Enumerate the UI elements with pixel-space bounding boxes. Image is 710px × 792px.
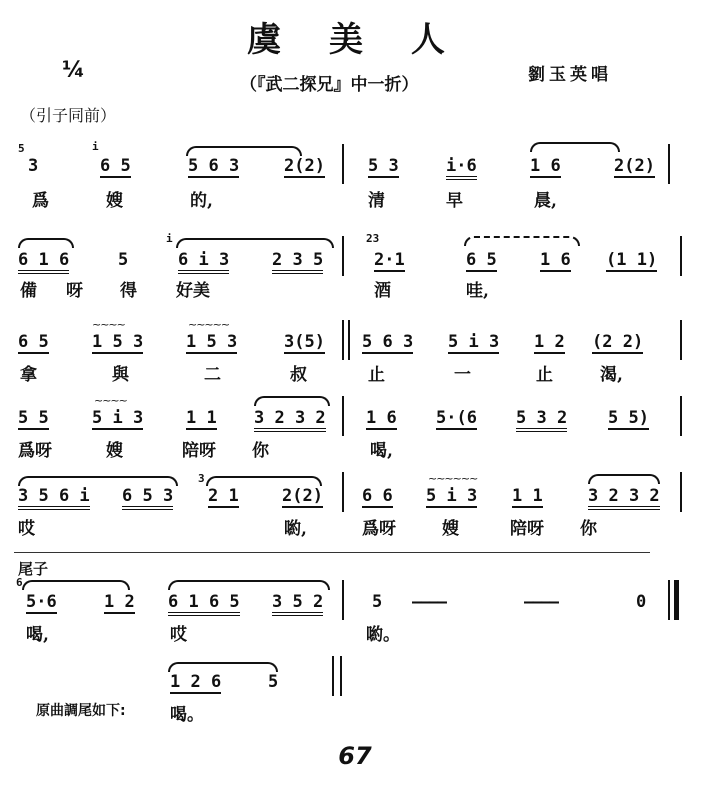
note: 6 6 (362, 486, 393, 506)
dash: ———— (524, 592, 557, 612)
ending-label: 原曲調尾如下: (36, 703, 126, 719)
slur (18, 238, 74, 248)
lyric: 清 (368, 191, 385, 211)
note: (2 2) (592, 332, 644, 352)
lyric: 好美 (176, 281, 210, 301)
note: 2·1 (374, 250, 405, 270)
note: 3 (28, 156, 39, 176)
slur (206, 476, 322, 486)
note: 2(2) (614, 156, 655, 176)
note: 5 3 (368, 156, 399, 176)
note: 6 1 6 (18, 250, 69, 274)
grace-note: i (92, 140, 99, 153)
lyric: 爲呀 (362, 519, 396, 539)
subtitle: （『武二探兄』中一折） (240, 75, 419, 95)
note: 6 1 6 5 (168, 592, 240, 616)
note: 1 2 (104, 592, 135, 612)
lyric: 嫂 (442, 519, 459, 539)
note: 2(2) (284, 156, 325, 176)
bar-line (680, 472, 682, 512)
lyric: 酒 (374, 281, 391, 301)
bar-line (342, 580, 344, 620)
note: 6 5 (18, 332, 49, 352)
lyric: 你 (580, 519, 597, 539)
lyric: 嫂 (106, 191, 123, 211)
slur (168, 662, 278, 672)
dash: ———— (412, 592, 445, 612)
note: 6 5 (466, 250, 497, 270)
note: 3(5) (284, 332, 325, 352)
note: 3 5 2 (272, 592, 323, 616)
lyric: 得 (120, 281, 137, 301)
note: 1 5 3 (186, 332, 238, 352)
slur (168, 580, 330, 590)
slur (464, 236, 580, 246)
grace-note: 6 (16, 576, 23, 589)
singer-credit: 劉玉英唱 (528, 65, 612, 85)
note: 6 i 3 (178, 250, 229, 274)
note: 1 6 (530, 156, 561, 176)
section-divider (14, 552, 650, 553)
note: 1 1 (512, 486, 543, 506)
note: 5 i 3 (448, 332, 500, 352)
note: 2(2) (282, 486, 323, 506)
bar-line (342, 472, 344, 512)
lyric: 陪呀 (510, 519, 544, 539)
bar-line (340, 656, 342, 696)
slur (22, 580, 130, 590)
coda-label: 尾子 (18, 560, 49, 578)
lyric: 渴, (600, 365, 623, 385)
note: 3 2 3 2 (588, 486, 660, 510)
time-signature: ¼ (62, 58, 85, 83)
note: 1 2 (534, 332, 565, 352)
bar-line (680, 396, 682, 436)
bar-line (668, 580, 670, 620)
slur (530, 142, 620, 152)
lyric: 喝, (370, 441, 393, 461)
bar-line (668, 144, 670, 184)
note: 5 6 3 (188, 156, 240, 176)
lyric: 呀 (66, 281, 83, 301)
note: 3 2 3 2 (254, 408, 326, 432)
note: 1 1 (186, 408, 217, 428)
note: 1 6 (366, 408, 397, 428)
lyric: 陪呀 (182, 441, 216, 461)
note: 2 3 5 (272, 250, 323, 274)
note: 6 5 3 (122, 486, 173, 510)
note: 3 5 6 i (18, 486, 90, 510)
song-title: 虞 美 人 (247, 20, 463, 60)
note: 1 2 6 (170, 672, 222, 692)
note: 5 3 2 (516, 408, 567, 432)
trill-mark: ~~~~ (92, 318, 125, 331)
bar-line (342, 236, 344, 276)
note: 5·6 (26, 592, 57, 612)
lyric: 爲 (32, 191, 49, 211)
note: 5 i 3 (426, 486, 478, 506)
note: 1 6 (540, 250, 571, 270)
lyric: 哇, (466, 281, 489, 301)
lyric: 的, (190, 191, 213, 211)
lyric: 喲, (284, 519, 307, 539)
lyric: 嫂 (106, 441, 123, 461)
slur (176, 238, 334, 248)
lyric: 拿 (20, 365, 37, 385)
slur (588, 474, 660, 484)
bar-line (680, 320, 682, 360)
grace-note: 23 (366, 232, 380, 245)
grace-note: i (166, 232, 173, 245)
note: 2 1 (208, 486, 239, 506)
note: 6 5 (100, 156, 131, 176)
note: 5 5) (608, 408, 649, 428)
lyric: 哎 (18, 519, 35, 539)
trill-mark: ~~~~~~ (428, 472, 478, 485)
note: 5·(6 (436, 408, 477, 428)
note: 5 (268, 672, 279, 692)
lyric: 晨, (534, 191, 557, 211)
trill-mark: ~~~~~ (188, 318, 230, 331)
note: 5 i 3 (92, 408, 144, 428)
note: 5 5 (18, 408, 49, 428)
trill-mark: ~~~~ (94, 394, 127, 407)
bar-line (332, 656, 334, 696)
lyric: 喝。 (170, 705, 204, 725)
slur (186, 146, 302, 156)
note: 5 (118, 250, 129, 270)
lyric: 喲。 (366, 625, 400, 645)
lyric: 止 (368, 365, 385, 385)
lyric: 二 (204, 365, 221, 385)
lyric: 喝, (26, 625, 49, 645)
bar-line (342, 144, 344, 184)
note: 1 5 3 (92, 332, 144, 352)
lyric: 哎 (170, 625, 187, 645)
bar-line (680, 236, 682, 276)
slur (18, 476, 178, 486)
lyric: 爲呀 (18, 441, 52, 461)
grace-note: 5 (18, 142, 25, 155)
bar-line (342, 396, 344, 436)
bar-line (348, 320, 350, 360)
grace-note: 3 (198, 472, 205, 485)
slur (254, 396, 330, 406)
lyric: 你 (252, 441, 269, 461)
final-bar-line (674, 580, 679, 620)
note: 0 (636, 592, 647, 612)
note: i·6 (446, 156, 477, 180)
lyric: 早 (446, 191, 463, 211)
intro-note: （引子同前） (20, 106, 117, 125)
lyric: 與 (112, 365, 129, 385)
page-number: 67 (338, 742, 372, 770)
note: (1 1) (606, 250, 658, 270)
lyric: 叔 (290, 365, 307, 385)
bar-line (342, 320, 344, 360)
note: 5 6 3 (362, 332, 414, 352)
note: 5 (372, 592, 383, 612)
lyric: 止 (536, 365, 553, 385)
lyric: 一 (454, 365, 471, 385)
lyric: 備 (20, 281, 37, 301)
